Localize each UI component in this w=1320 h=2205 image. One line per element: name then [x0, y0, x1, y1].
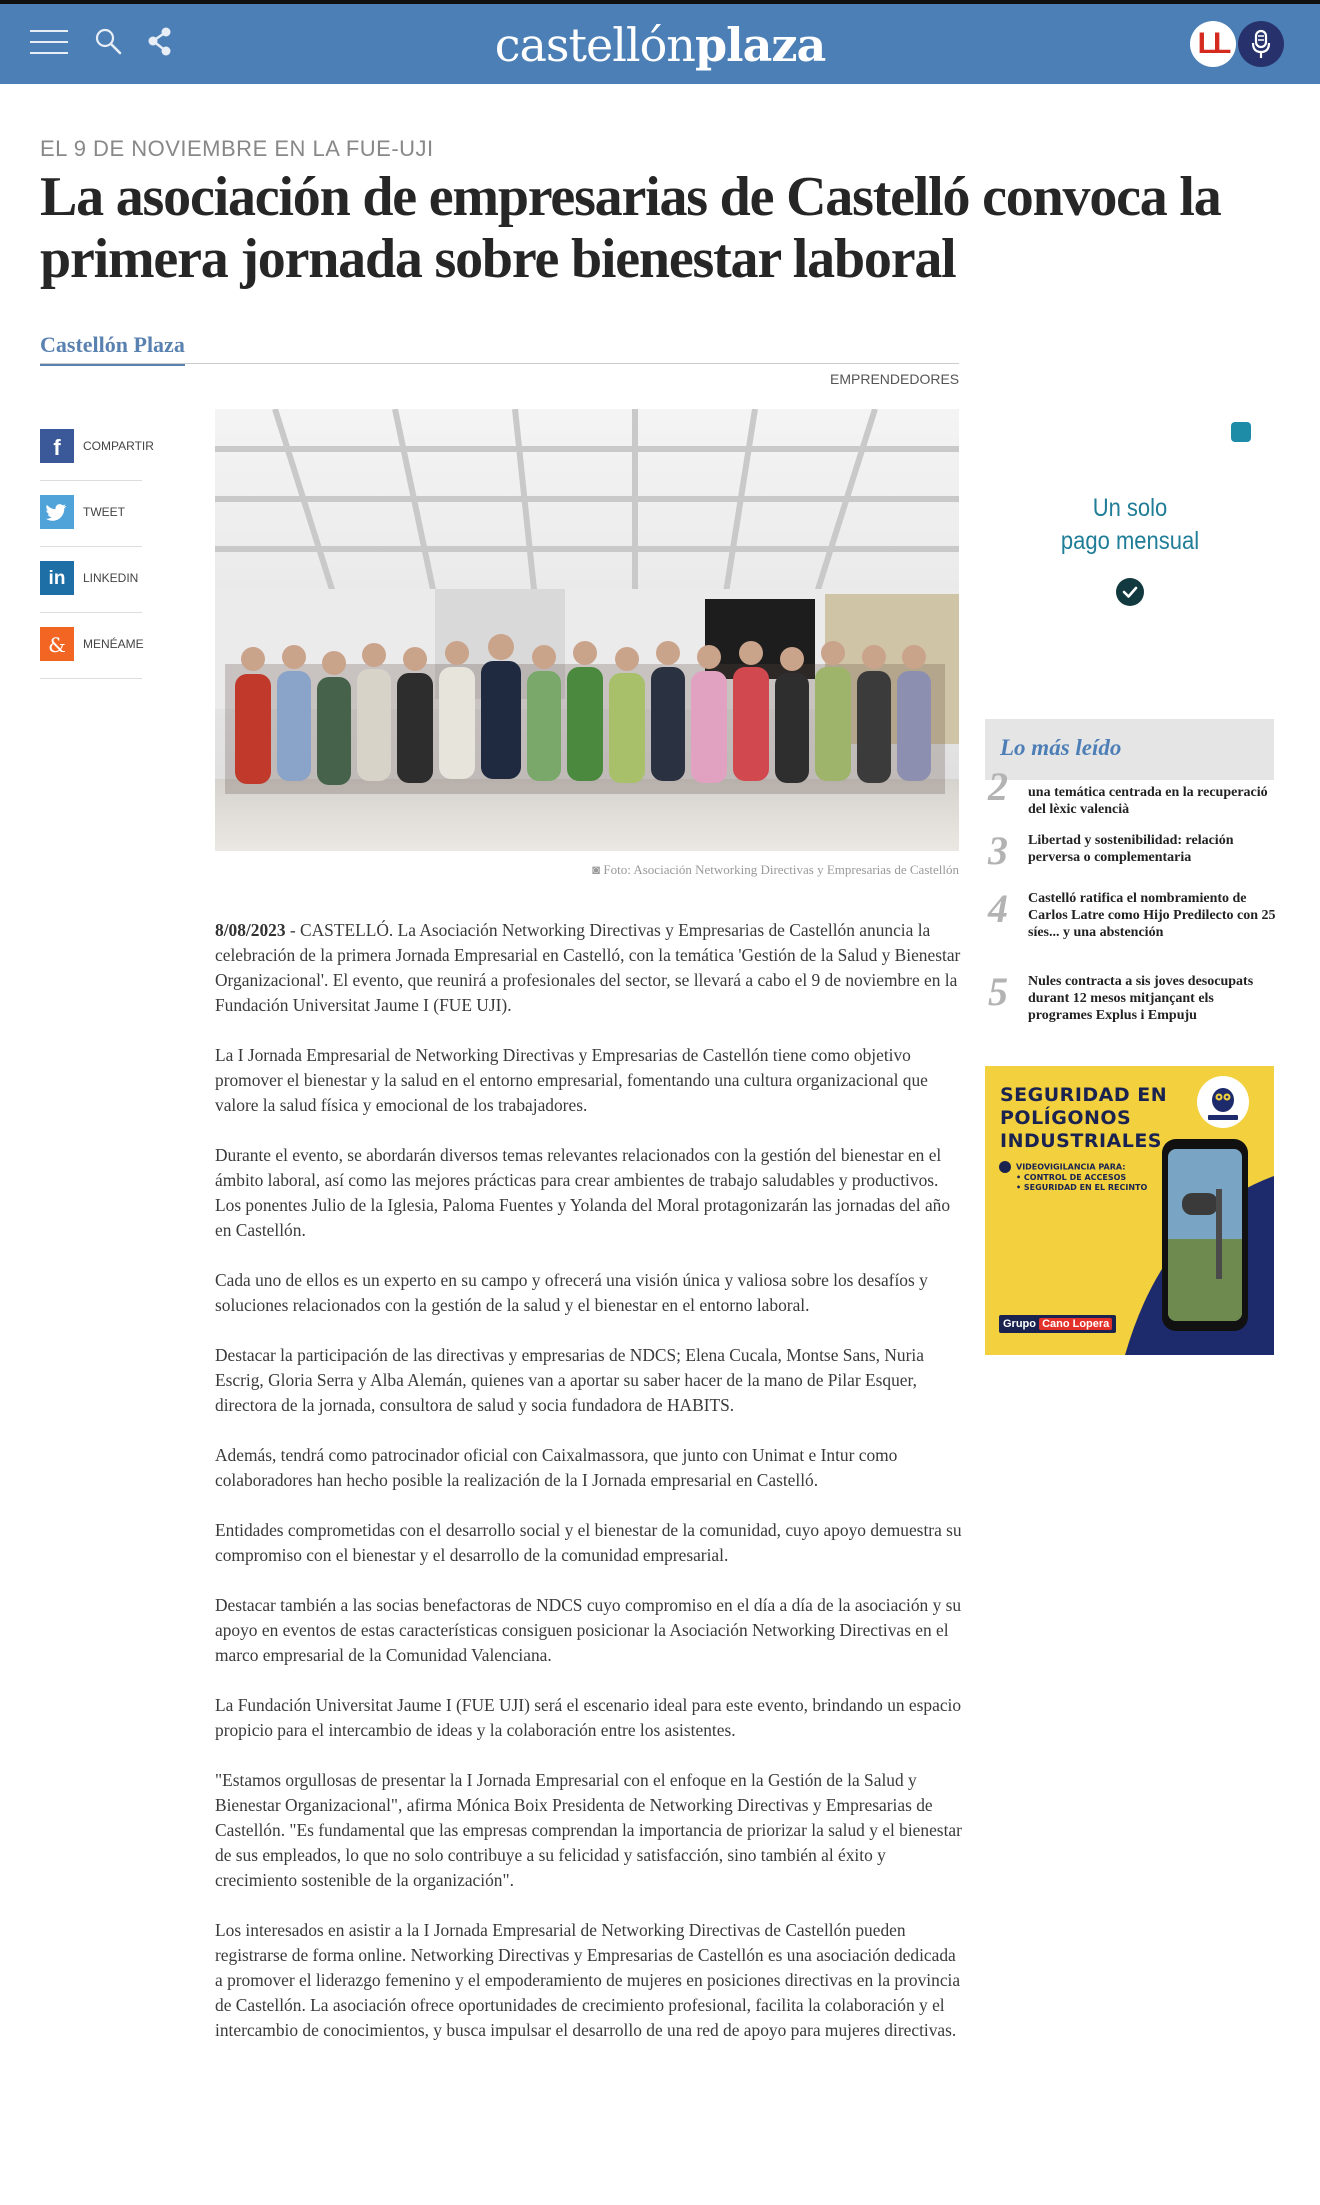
subscription-promo[interactable] — [1002, 492, 1257, 558]
most-read-text: Nules contracta a sis joves desocupats durant 12 mesos mitjançant els programes Explus i Empuju — [1028, 974, 1254, 1023]
first-paragraph-text: - CASTELLÓ. La Asociación Networking Directivas y Empresarias de Castellón anuncia la celebración de la primera Jornada Empresarial en Castelló, con la temática 'Gestión de la Salud y Bienestar Organizacional'. El evento, que reunirá a profesionales del sector, se llevará a cabo el 9 de noviembre en la Fundación Universitat Jaume I (FUE UJI). — [215, 920, 961, 1015]
article-paragraph: La I Jornada Empresarial de Networking Directivas y Empresarias de Castellón tiene como objetivo promover el bienestar y la salud en el entorno empresarial, fomentando una cultura organizacional que valore la salud física y emocional de los trabajadores. — [215, 1045, 928, 1115]
article-paragraph: Entidades comprometidas con el desarrollo social y el bienestar de la comunidad, cuyo apoyo demuestra su compromiso con el bienestar y el desarrollo de la comunidad empresarial. — [215, 1520, 962, 1565]
facebook-icon: f — [40, 429, 74, 463]
article-body — [215, 918, 963, 2068]
article-paragraph: Los interesados en asistir a la I Jornada Empresarial de Networking Directivas de Castellón pueden registrarse de forma online. Networking Directivas y Empresarias de Castellón es una asociación dedicada a promover el liderazgo femenino y el empoderamiento de mujeres en posiciones directivas en la provincia de Castellón. La asociación ofrece oportunidades de crecimiento profesional, facilita la colaboración y el intercambio de conocimientos, y busca impulsar el desarrollo de una red de apoyo para mujeres directivas. — [215, 1920, 961, 2040]
banner-brand-name: Cano Lopera — [1039, 1318, 1112, 1330]
most-read-header — [985, 719, 1274, 780]
most-read-item[interactable] — [988, 886, 1278, 941]
most-read-number: 5 — [988, 969, 1008, 1014]
ad-info-icon[interactable] — [1231, 422, 1251, 442]
dateline: 8/08/2023 — [215, 920, 286, 940]
article-paragraph: Además, tendrá como patrocinador oficial con Caixalmassora, que junto con Unimat e Intur como colaboradores han hecho posible la realización de la I Jornada empresarial en Castelló. — [215, 1445, 898, 1490]
linkedin-icon: in — [40, 561, 74, 595]
photo-caption — [215, 862, 959, 878]
article-paragraph — [215, 918, 963, 1018]
site-header — [0, 4, 1320, 84]
most-read-text: Castelló ratifica el nombramiento de Carlos Latre como Hijo Predilecto con 25 síes... y una abstención — [1028, 891, 1276, 940]
article-kicker: EL 9 DE NOVIEMBRE EN LA FUE-UJI — [40, 136, 434, 161]
most-read-item[interactable] — [988, 828, 1278, 873]
author-divider — [40, 363, 959, 364]
camera-icon: ◙ — [592, 862, 604, 877]
owl-logo-icon — [1197, 1076, 1249, 1128]
phone-image — [1162, 1139, 1248, 1331]
share-facebook-label: COMPARTIR — [83, 439, 154, 453]
banner-title: SEGURIDAD EN POLÍGONOS INDUSTRIALES — [1000, 1084, 1168, 1152]
most-read-title: Lo más leído — [1000, 735, 1122, 760]
author-link[interactable]: Castellón Plaza — [40, 332, 185, 366]
banner-brand-prefix: Grupo — [1003, 1318, 1036, 1330]
ll-badge[interactable]: LL — [1190, 21, 1236, 67]
promo-line1: Un solo — [1092, 494, 1168, 522]
banner-sub-heading: VIDEOVIGILANCIA PARA: — [1016, 1162, 1126, 1172]
article-paragraph: Destacar también a las socias benefactoras de NDCS cuyo compromiso en el día a día de la asociación y su apoyo en eventos de estas características consiguen posicionar la Asociación Networking Directivas en el marco empresarial de la Comunidad Valenciana. — [215, 1595, 962, 1665]
most-read-item[interactable] — [988, 764, 1278, 818]
article-paragraph: "Estamos orgullosas de presentar la I Jornada Empresarial con el enfoque en la Gestión de la Salud y Bienestar Organizacional", afirma Mónica Boix Presidenta de Networking Directivas y Empresarias de Castellón. "Es fundamental que las empresas comprendan la importancia de priorizar la salud y el bienestar de sus empleados, lo que no solo contribuye a su felicidad y satisfacción, sino también al éxito y crecimiento sostenible de la organización". — [215, 1770, 962, 1890]
banner-sub-item: • CONTROL DE ACCESOS — [1016, 1173, 1127, 1182]
most-read-number: 3 — [988, 828, 1008, 873]
podcast-icon[interactable] — [1238, 21, 1284, 67]
share-linkedin-button[interactable] — [40, 547, 142, 613]
article-paragraph: Destacar la participación de las directivas y empresarias de NDCS; Elena Cucala, Montse Sans, Nuria Escrig, Gloria Serra y Alba Alemán, quienes van a aportar su saber hacer de la mano de Pilar Esquer, directora de la jornada, consultora de salud y socia fundadora de HABITS. — [215, 1345, 924, 1415]
share-meneame-label: MENÉAME — [83, 637, 144, 651]
share-twitter-button[interactable] — [40, 481, 142, 547]
banner-brand-logo — [999, 1315, 1116, 1333]
promo-line2: pago mensual — [1060, 527, 1200, 555]
logo-part1: castellón — [494, 18, 695, 72]
most-read-number: 4 — [988, 886, 1008, 931]
site-logo[interactable] — [0, 18, 1320, 72]
logo-part2: plaza — [694, 18, 826, 72]
most-read-text: una temática centrada en la recuperació del lèxic valencià — [1028, 785, 1268, 817]
article-paragraph: Cada uno de ellos es un experto en su campo y ofrecerá una visión única y valiosa sobre los desafíos y soluciones relacionados con la gestión de la salud y el bienestar en el entorno laboral. — [215, 1270, 928, 1315]
twitter-icon — [40, 495, 74, 529]
most-read-text: Libertad y sostenibilidad: relación perversa o complementaria — [1028, 833, 1234, 865]
banner-subtitle — [999, 1161, 1149, 1193]
camera-dot-icon — [999, 1161, 1011, 1173]
article-photo — [215, 409, 959, 851]
check-icon[interactable] — [1116, 578, 1144, 606]
advertisement-banner[interactable] — [985, 1066, 1274, 1355]
section-link[interactable]: EMPRENDEDORES — [830, 371, 960, 387]
share-twitter-label: TWEET — [83, 505, 125, 519]
article-title: La asociación de empresarias de Castelló convoca la primera jornada sobre bienestar laboral — [40, 166, 1221, 290]
meneame-icon: & — [40, 627, 74, 661]
most-read-number: 2 — [988, 764, 1008, 809]
share-meneame-button[interactable] — [40, 613, 142, 679]
most-read-item[interactable] — [988, 969, 1278, 1024]
article-paragraph: Durante el evento, se abordarán diversos temas relevantes relacionados con la gestión del bienestar en el ámbito laboral, así como las mejores prácticas para crear ambientes de trabajo saludables y productivos. Los ponentes Julio de la Iglesia, Paloma Fuentes y Yolanda del Moral protagonizarán las jornadas del año en Castellón. — [215, 1145, 951, 1240]
photo-caption-text: Foto: Asociación Networking Directivas y Empresarias de Castellón — [603, 862, 959, 877]
share-linkedin-label: LINKEDIN — [83, 571, 139, 585]
banner-sub-item: • SEGURIDAD EN EL RECINTO — [1016, 1183, 1148, 1192]
share-facebook-button[interactable] — [40, 415, 154, 481]
article-paragraph: La Fundación Universitat Jaume I (FUE UJI) será el escenario ideal para este evento, brindando un espacio propicio para el intercambio de ideas y la colaboración entre los asistentes. — [215, 1695, 962, 1740]
